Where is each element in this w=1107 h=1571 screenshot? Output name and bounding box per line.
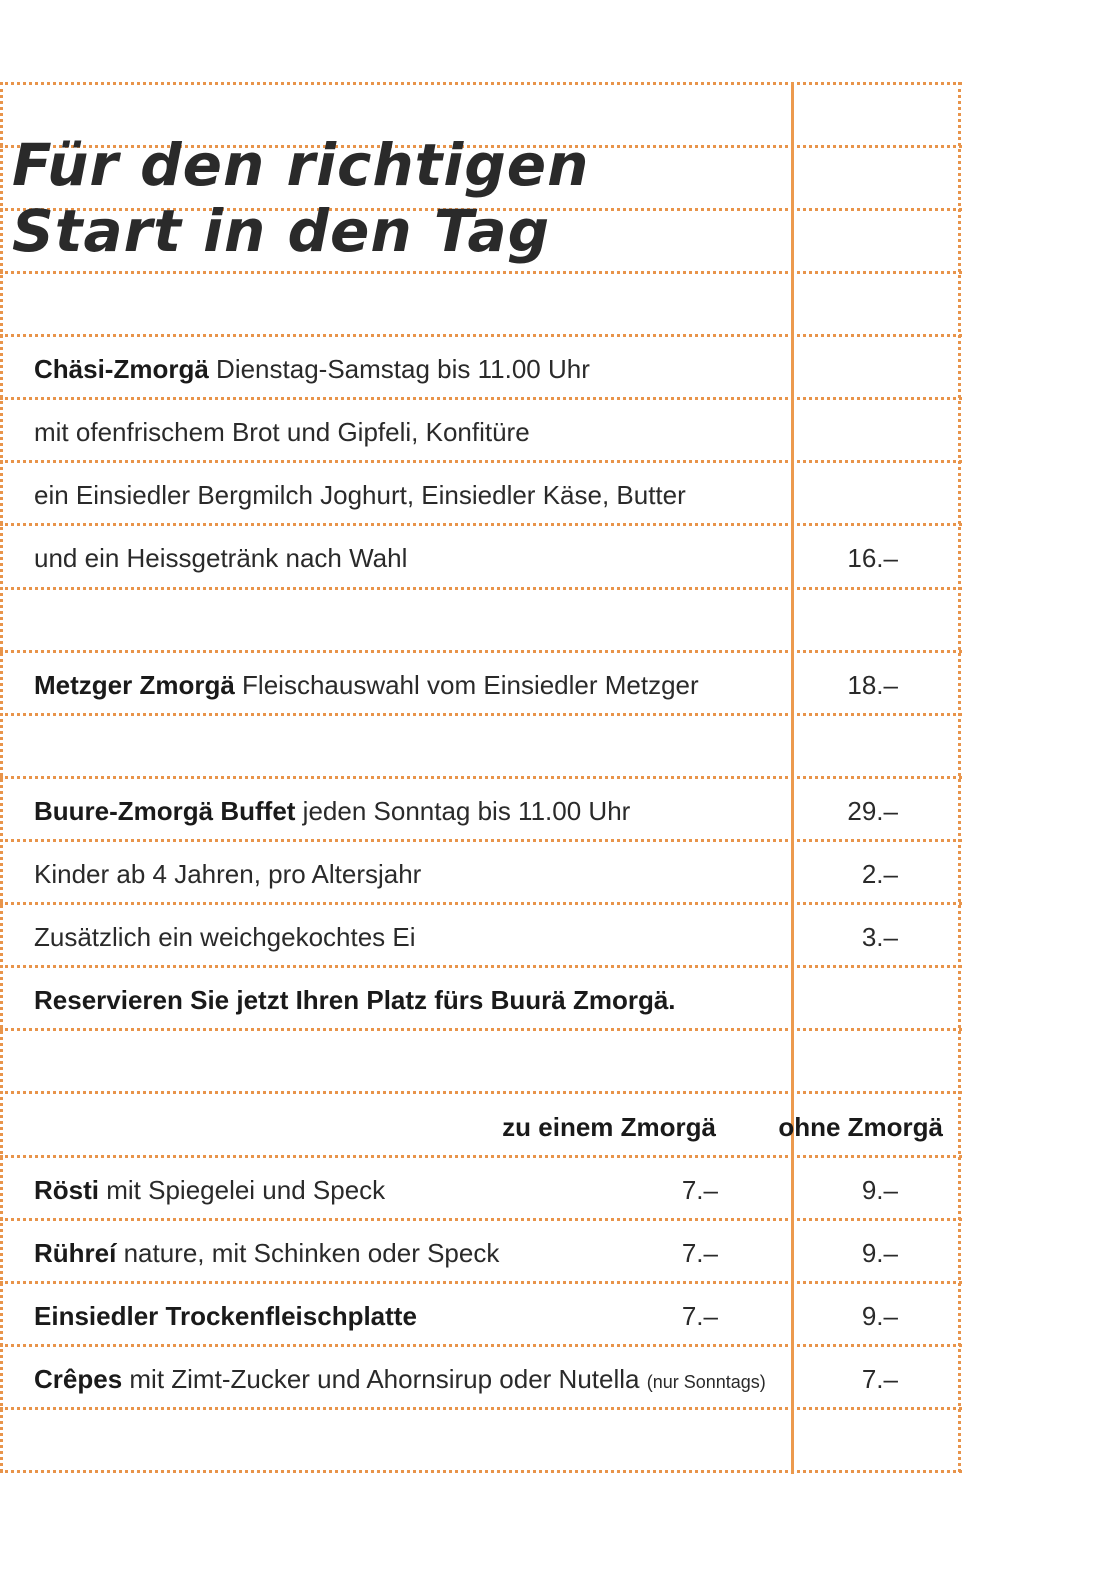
item-price: 29.– xyxy=(847,796,898,826)
item-price: 2.– xyxy=(861,859,898,889)
item-desc: mit Zimt-Zucker und Ahornsirup oder Nutella xyxy=(129,1364,640,1394)
item-desc: Dienstag-Samstag bis 11.00 Uhr xyxy=(216,354,590,384)
left-border xyxy=(0,82,3,1472)
divider xyxy=(0,587,962,590)
item-name: Chäsi-Zmorgä xyxy=(34,354,209,384)
divider xyxy=(0,82,962,85)
item-price-without: 7.– xyxy=(861,1364,898,1394)
menu-item-trockenfleisch xyxy=(34,1301,417,1331)
divider xyxy=(0,839,962,842)
divider xyxy=(0,460,962,463)
item-name: Crêpes xyxy=(34,1364,123,1394)
item-price: 16.– xyxy=(847,543,898,573)
divider xyxy=(0,523,962,526)
item-desc: mit Spiegelei und Speck xyxy=(106,1175,386,1205)
menu-item-kinder: Kinder ab 4 Jahren, pro Altersjahr xyxy=(34,859,422,889)
divider xyxy=(0,397,962,400)
divider xyxy=(0,713,962,716)
item-price-without: 9.– xyxy=(861,1238,898,1268)
item-price-with: 7.– xyxy=(681,1301,718,1331)
menu-item-buure xyxy=(34,796,630,826)
price-column-line xyxy=(791,82,794,1474)
divider xyxy=(0,1218,962,1221)
divider xyxy=(0,902,962,905)
item-name: Rühreí xyxy=(34,1238,117,1268)
divider xyxy=(0,1281,962,1284)
item-name: Metzger Zmorgä xyxy=(34,670,235,700)
right-border xyxy=(958,82,961,1472)
column-header-without: ohne Zmorgä xyxy=(778,1112,943,1142)
reservation-text: Reservieren Sie jetzt Ihren Platz fürs Buurä Zmorgä. xyxy=(34,985,676,1015)
menu-item-line: und ein Heissgetränk nach Wahl xyxy=(34,543,408,573)
item-desc: jeden Sonntag bis 11.00 Uhr xyxy=(302,796,631,826)
item-price-with: 7.– xyxy=(681,1238,718,1268)
divider xyxy=(0,1407,962,1410)
item-name: Einsiedler Trockenfleischplatte xyxy=(34,1301,417,1331)
divider xyxy=(0,776,962,779)
item-price-without: 9.– xyxy=(861,1301,898,1331)
item-price: 3.– xyxy=(861,922,898,952)
page-title xyxy=(12,132,589,264)
divider xyxy=(0,650,962,653)
divider xyxy=(0,1155,962,1158)
item-price: 18.– xyxy=(847,670,898,700)
divider xyxy=(0,334,962,337)
menu-item-line: mit ofenfrischem Brot und Gipfeli, Konfitüre xyxy=(34,417,530,447)
divider xyxy=(0,1344,962,1347)
column-header-with: zu einem Zmorgä xyxy=(502,1112,716,1142)
item-desc: Fleischauswahl vom Einsiedler Metzger xyxy=(242,670,699,700)
menu-item-ei: Zusätzlich ein weichgekochtes Ei xyxy=(34,922,416,952)
item-name: Buure-Zmorgä Buffet xyxy=(34,796,296,826)
item-desc: nature, mit Schinken oder Speck xyxy=(123,1238,500,1268)
menu-item-ruehrei xyxy=(34,1238,499,1268)
title-line-1: Für den richtigen xyxy=(12,131,590,199)
menu-item-roesti xyxy=(34,1175,385,1205)
divider xyxy=(0,1091,962,1094)
divider xyxy=(0,965,962,968)
title-line-2: Start in den Tag xyxy=(12,197,551,265)
divider xyxy=(0,271,962,274)
menu-item-metzger xyxy=(34,670,699,700)
item-name: Rösti xyxy=(34,1175,99,1205)
reservation-note xyxy=(34,985,676,1015)
menu-item-chaesi xyxy=(34,354,590,384)
item-price-without: 9.– xyxy=(861,1175,898,1205)
menu-item-crepes xyxy=(34,1364,766,1397)
item-price-with: 7.– xyxy=(681,1175,718,1205)
item-note: (nur Sonntags) xyxy=(646,1372,766,1392)
divider xyxy=(0,1028,962,1031)
menu-item-line: ein Einsiedler Bergmilch Joghurt, Einsiedler Käse, Butter xyxy=(34,480,686,510)
divider xyxy=(0,1470,962,1473)
